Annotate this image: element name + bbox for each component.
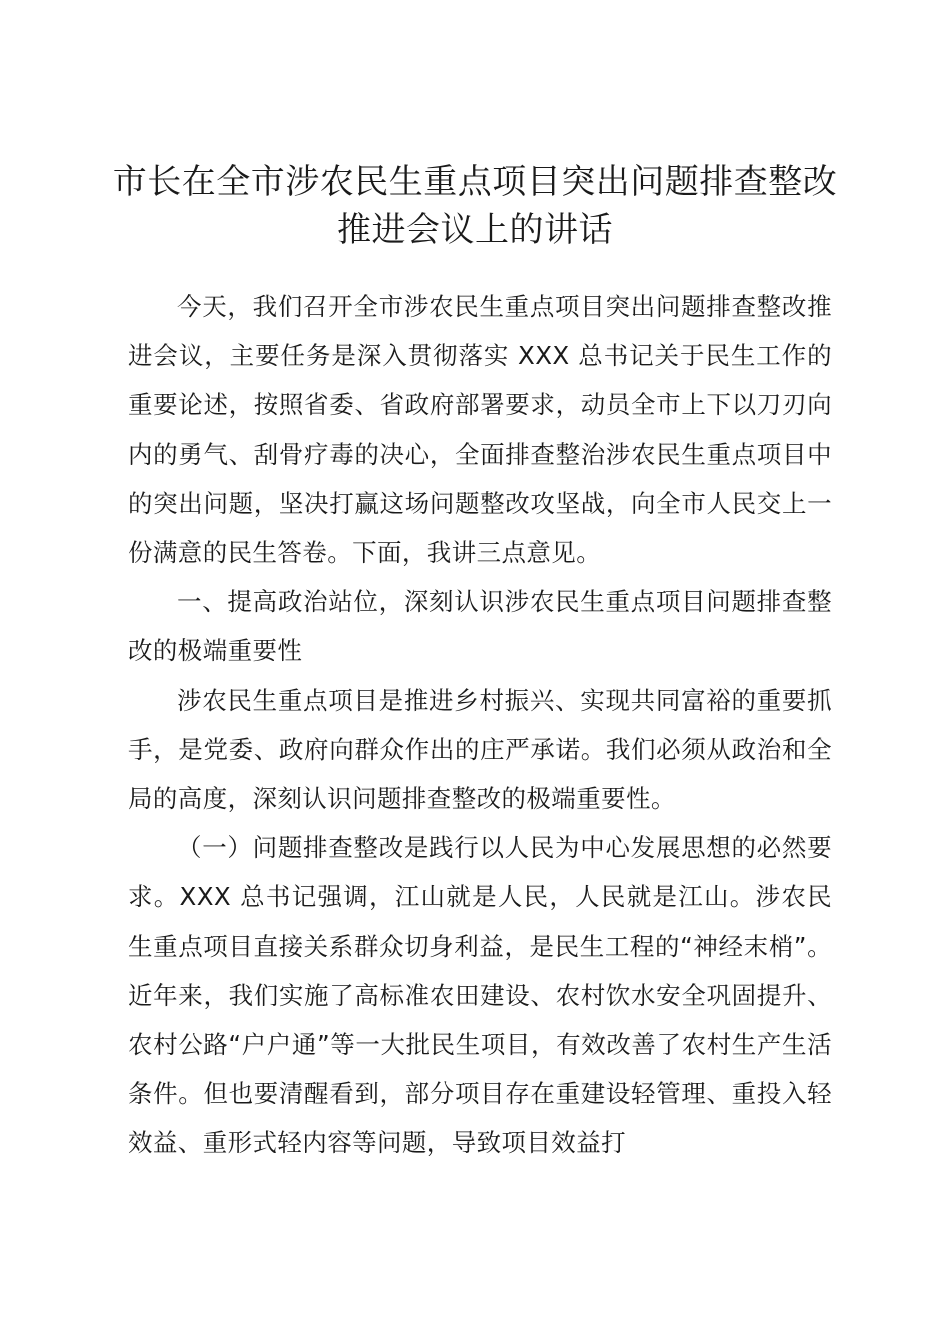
paragraph-intro: 今天，我们召开全市涉农民生重点项目突出问题排查整改推进会议，主要任务是深入贯彻落实 XXX 总书记关于民生工作的重要论述，按照省委、省政府部署要求，动员全市上下以刀刃向内的勇气、刮骨疗毒的决心，全面排查整治涉农民生重点项目中的突出问题，坚决打赢这场问题整改攻坚战，向全市人民交上一份满意的民生答卷。下面，我讲三点意见。 [128, 292, 832, 568]
section-heading-1: 一、提高政治站位，深刻认识涉农民生重点项目问题排查整改的极端重要性 [128, 587, 832, 666]
document-title: 市长在全市涉农民生重点项目突出问题排查整改推进会议上的讲话 [112, 162, 838, 250]
paragraph-section-1-intro: 涉农民生重点项目是推进乡村振兴、实现共同富裕的重要抓手，是党委、政府向群众作出的庄严承诺。我们必须从政治和全局的高度，深刻认识问题排查整改的极端重要性。 [128, 685, 832, 814]
paragraph-subsection-1: （一）问题排查整改是践行以人民为中心发展思想的必然要求。XXX 总书记强调，江山就是人民，人民就是江山。涉农民生重点项目直接关系群众切身利益，是民生工程的“神经末梢”。近年来，我们实施了高标准农田建设、农村饮水安全巩固提升、农村公路“户户通”等一大批民生项目，有效改善了农村生产生活条件。但也要清醒看到，部分项目存在重建设轻管理、重投入轻效益、重形式轻内容等问题，导致项目效益打 [128, 833, 832, 1158]
document-body [128, 282, 832, 1168]
